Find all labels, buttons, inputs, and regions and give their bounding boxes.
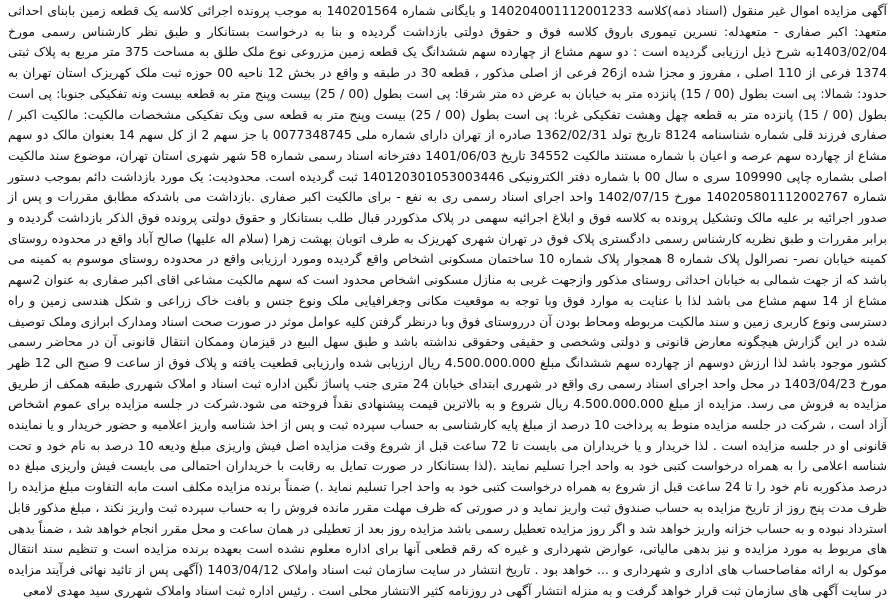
- auction-notice-text: آگهی مزایده اموال غیر منقول (اسناد ذمه)کلاسه 140204001112001233 و بایگانی شماره 140201564 به موجب پرونده اجرائی کلاسه یک قطعه زمین بابنای احداثی متعهد: اکبر صفاری - متعهدله: نسرین تیموری باروق کلاسه فوق و حقوق دولتی بازداشت گردیده و بنا به درخواست بستانکار و طبق نظر کارشناس رسمی مورخ 1403/02/04به شرح ذیل ارزیابی گردیده است : دو سهم مشاع از چهارده سهم ششدانگ یک قطعه زمین مزروعی نوع ملک طلق به مساحت 375 متر مربع به پلاک ثبتی 1374 فرعی از 110 اصلی ، مفروز و مجزا شده از26 فرعی از اصلی مذکور ، قطعه 30 در طبقه و واقع در بخش 12 ناحیه 00 حوزه ثبت ملک کهریزک استان تهران به حدود: شمالا: پی است بطول (00 / 15) پانزده متر به خیابان به عرض ده متر شرقا: پی است بطول (00 / 25) بیست وپنج متر به قطعه بیست ونه تفکیکی جنوبا: پی است بطول (00 / 15) پانزده متر به قطعه چهل وهشت تفکیکی غربا: پی است بطول (00 / 25) بیست وپنج متر به قطعه سی ویک تفکیکی مشخصات مالکیت: مالکیت اکبر / صفاری فرزند قلی شماره شناسنامه 8124 تاریخ تولد 1362/02/31 صادره از تهران دارای شماره ملی 0077348745 با جز سهم 2 از کل سهم 14 بعنوان مالک دو سهم مشاع از چهارده سهم عرصه و اعیان با شماره مستند مالکیت 34552 تاریخ 1401/06/03 دفترخانه اسناد رسمی شماره 58 شهر شهری استان تهران، موضوع سند مالکیت اصلی بشماره چاپی 109990 سری ه سال 00 با شماره دفتر الکترونیکی 140120301053003446 ثبت گردیده است. محدودیت: یک مورد بازداشت دائم بموجب دستور شماره 140205801112002767 مورخ 1402/07/15 واحد اجرای اسناد رسمی ری به نفع - برای مالکیت اکبر صفاری .بازداشت می باشدکه مطابق مقررات و پس از صدور اجرائیه بر علیه مالک وتشکیل پرونده به کلاسه فوق و ابلاغ اجرائیه سهمی در پلاک مذکوردر قبال طلب بستانکار و حقوق دولتی پرونده فوق الذکر بازداشت گردیده و برابر مقررات و طبق نظریه کارشناس رسمی دادگستری پلاک فوق در تهران شهری کهریزک به طرف اتوبان بهشت زهرا (سلام اله علیها) صالح آباد واقع در محدوده روستای کمینه خیابان نصر- نصرالول پلاک شماره 8 همجوار پلاک شماره 10 ساختمان مسکونی اشخاص واقع گردیده ومورد ارزیابی واقع در محدوده روستای موسوم به کمینه می باشد که از جهت شمالی به خیابان احداثی روستای مذکور وازجهت غربی به منازل مسکونی اشخاص محدود است که سهم مالکیت مشاعی اقای اکبر صفاری به عنوان 2سهم مشاع از 14 سهم مشاع می باشد لذا با عنایت به موارد فوق وبا توجه به موقعیت مکانی وجغرافیایی ملک ونوع جنس و بافت خاک زراعی و شکل هندسی زمین و راه دسترسی ونوع کاربری زمین و سند مالکیت مربوطه ومحاط بودن آن درروستای فوق وبا درنظر گرفتن کلیه عوامل موثر در صورت صحت اسناد ومدارک ابرازی وملک توصیف شده در این گزارش هیچگونه معارض قانونی و دولتی وشخصی و حقیقی وحقوقی نداشته باشد و طبق سهل البیع در قیزمان وممکان انتقال قانونی آن در محاضر رسمی کشور موجود باشد لذا ارزش دوسهم از چهارده سهم ششدانگ مبلغ 4.500.000.000 ریال ارزیابی شده وارزیابی قطعیت یافته و پلاک فوق از ساعت 9 صبح الی 12 ظهر مورخ 1403/04/23 در محل واحد اجرای اسناد رسمی ری واقع در شهرری ابتدای خیابان 24 متری جنب پاساژ نگین اداره ثبت اسناد و املاک شهرری طبقه همکف از طریق مزایده به فروش می رسد. مزایده از مبلغ 4.500.000.000 ریال شروع و به بالاترین قیمت پیشنهادی نقداً فروخته می شود.شرکت در جلسه مزایده برای عموم اشخاص آزاد است ، شرکت در جلسه مزایده منوط به پرداخت 10 درصد از مبلغ پایه کارشناسی به حساب سپرده ثبت و پس از اخذ شناسه واریز اعلامیه و حضور خریدار و یا نماینده قانونی او در جلسه مزایده است . لذا خریدار و یا خریداران می بایست تا 72 ساعت قبل از شروع وقت مزایده اصل فیش واریزی مبلغ ودیعه 10 درصد به نام خود و تحت شناسه اعلامی را به همراه درخواست کتبی خود به واحد اجرا تسلیم نمایند .(لذا بستانکار در صورت تمایل به رقابت با خریداران احتمالی می بایست فیش واریزی مبلغ ده درصد مذکوربه نام خود را تا 24 ساعت قبل از شروع به همراه درخواست کتبی خود به واحد اجرا تسلیم نماید .) ضمناً برنده مزایده مکلف است مابه التفاوت مبلغ مزایده را ظرف مدت پنج روز از تاریخ مزایده به حساب صندوق ثبت واریز نماید و در صورتی که ظرف مهلت مقرر مانده فروش را به حساب سپرده ثبت واریز نکند ، مبلغ مذکور قابل استرداد نبوده و به حساب خزانه واریز خواهد شد و اگر روز مزایده تعطیل رسمی باشد مزایده روز بعد از تعطیلی در همان ساعت و محل مقرر انجام خواهد شد ، ضمناً بدهی های مربوط به مورد مزایده و نیز بدهی مالیاتی، عوارض شهرداری و غیره که رقم قطعی آنها برای اداره معلوم نشده است بعهده برنده مزایده است و تنظیم سند انتقال موکول به ارائه مفاصاحساب های اداری و شهرداری و ... خواهد بود . تاریخ انتشار در سایت سازمان ثبت اسناد واملاک 1403/04/12 (آگهی پس از تائید نهائی فرآیند مزایده در سایت آگهی های سازمان ثبت قرار خواهد گرفت و به منزله انتشار آگهی در روزنامه کثیر الانتشار محلی است . رئیس اداره ثبت اسناد واملاک شهرری سید مهدی لامعی: [8, 3, 888, 598]
